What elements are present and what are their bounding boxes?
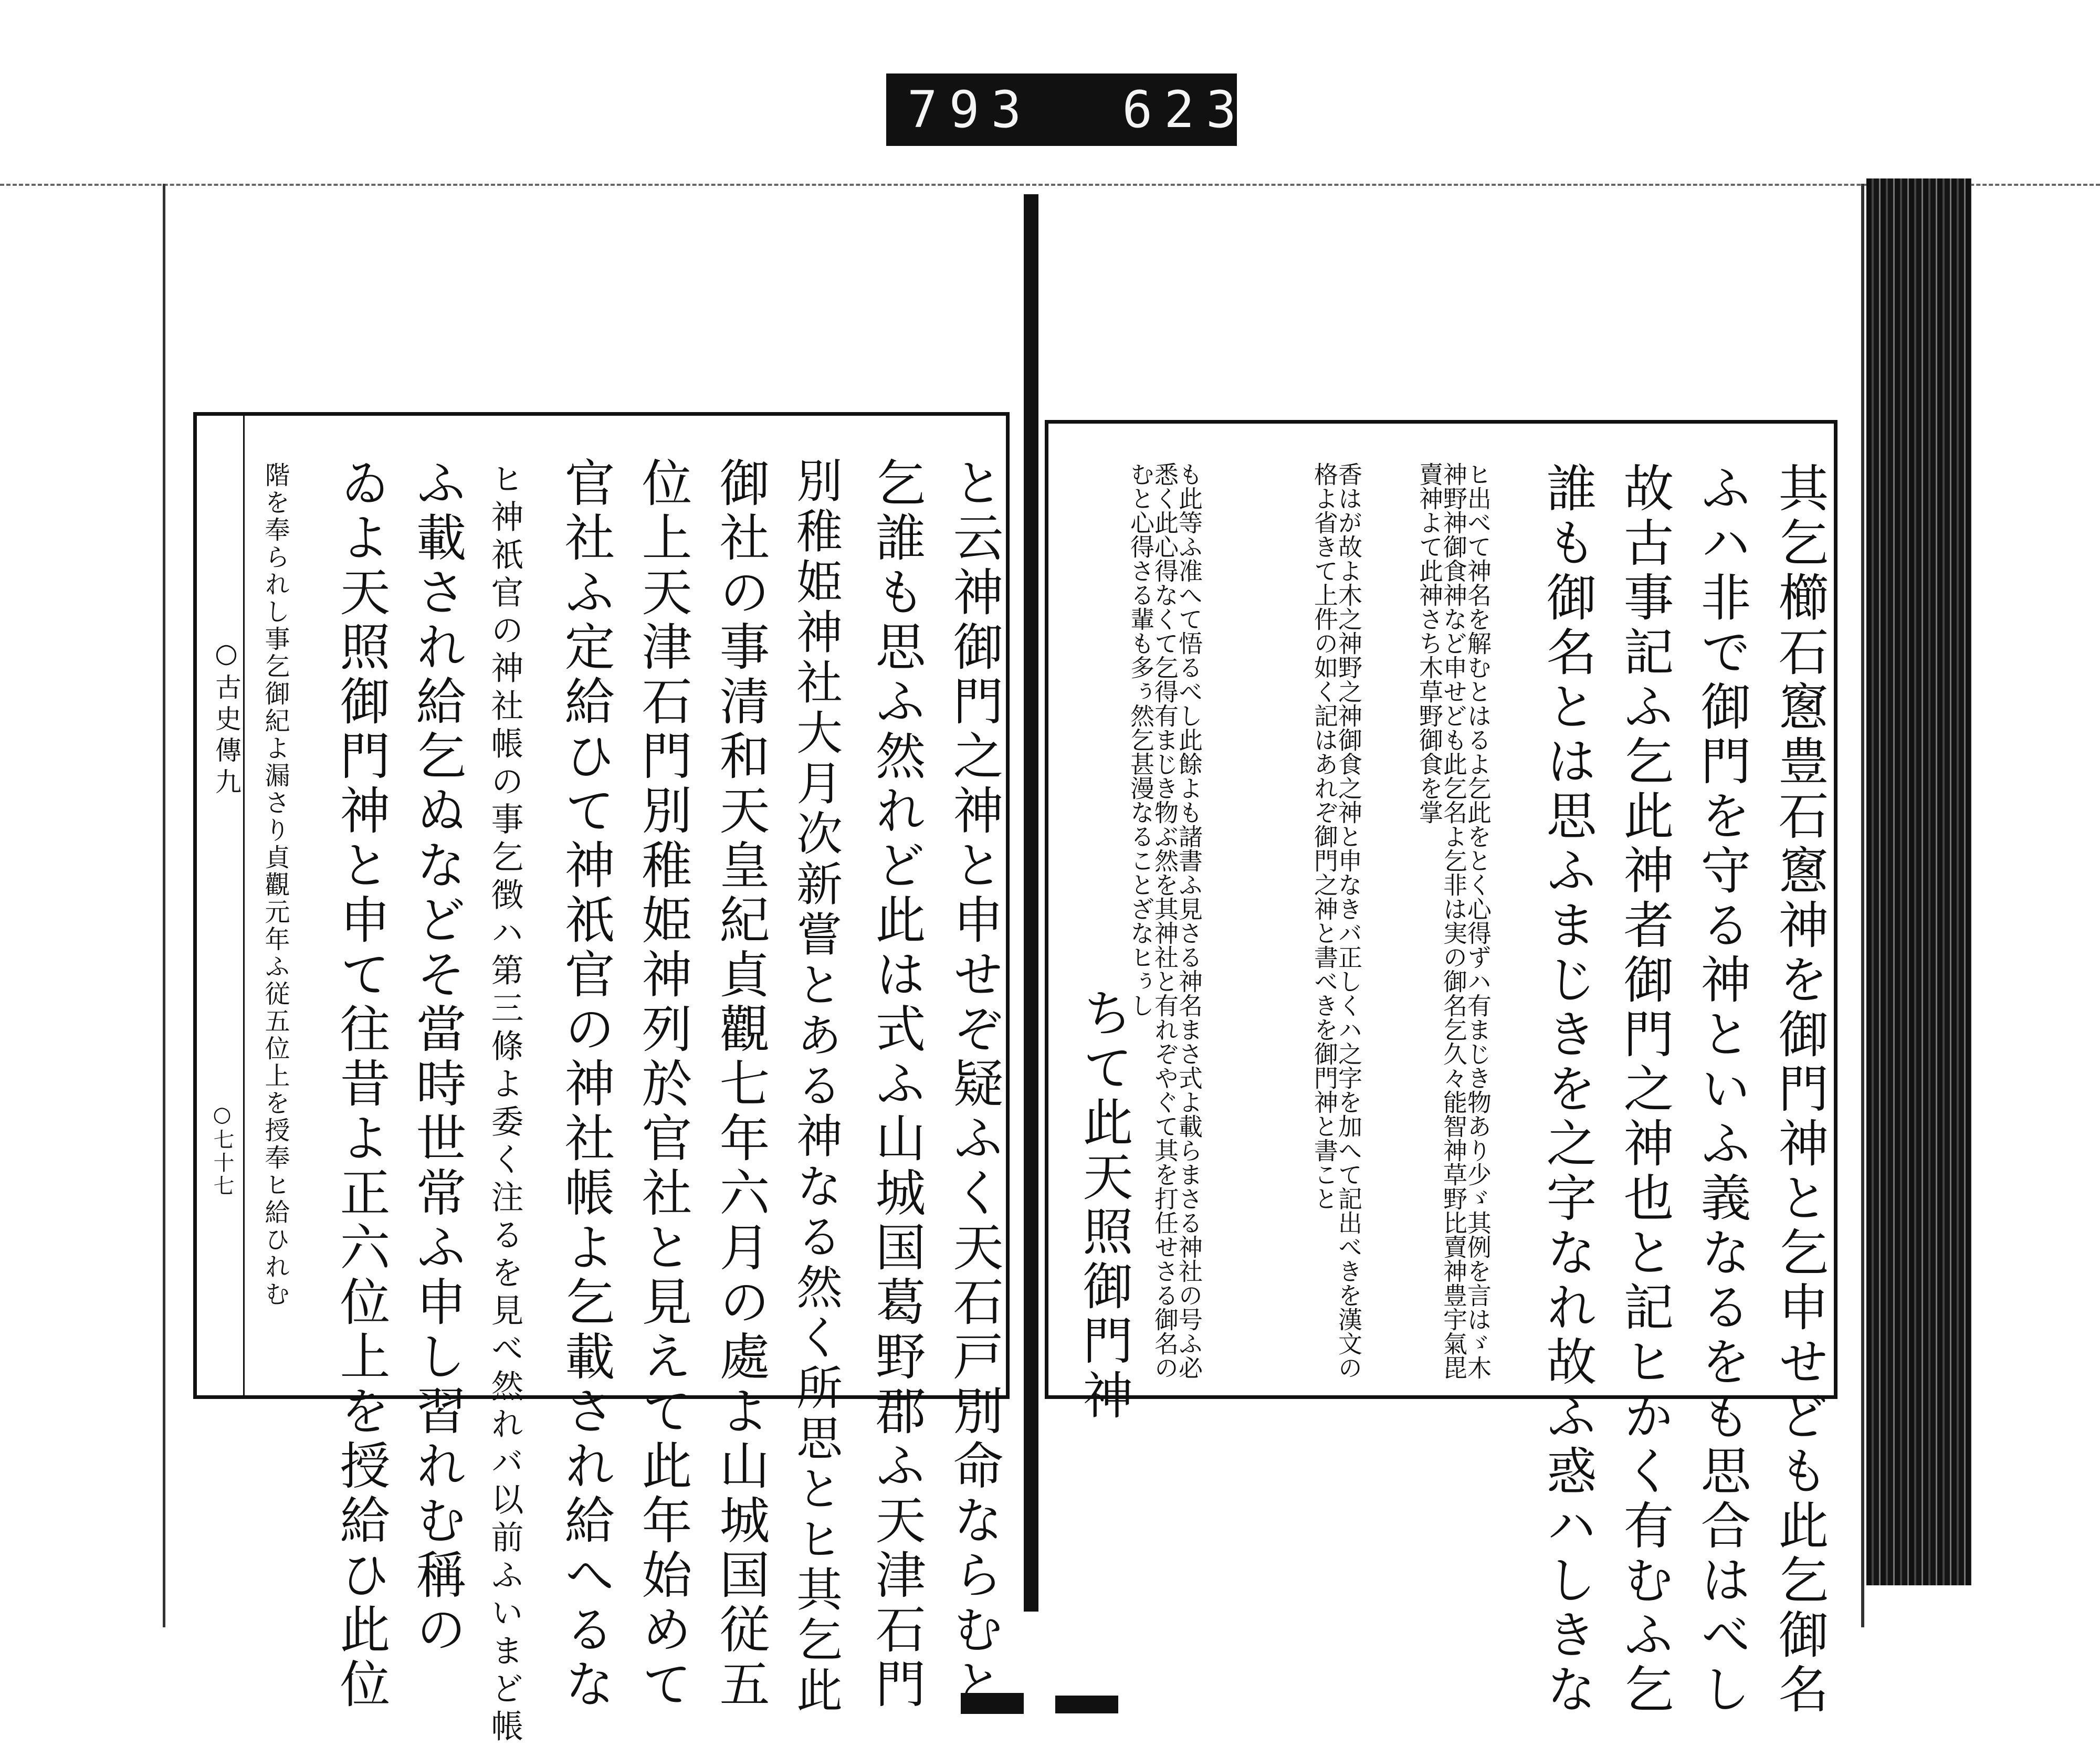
archive-number-label <box>886 73 1248 146</box>
left-column-5: 位上天津石門別稚姫神列於官社と見えて此年始めて <box>634 457 692 1712</box>
left-column-10: 階を奉られし事乞御紀よ漏さり貞觀元年ふ従五位上を授奉ヒ給ひれむ <box>260 462 290 1308</box>
right-column-3: 故古事記ふ乞此神者御門之神也と記ヒかく有むふ乞 <box>1615 462 1674 1718</box>
archive-number-left: 793 <box>907 80 1033 139</box>
margin-page-number: ○七十七 <box>210 1102 234 1198</box>
right-column-7: も此等ふ准へて悟るべし此餘よも諸書ふ見さる神名まさ式よ載らまさる神社の号ふ必悉く此心得なくて乞得有まじき物ぶ然を其神社と有れぞやぐて其を打任せさる御名のむと心得さる輩も多ぅ然乞甚漫なることざなヒぅし <box>1127 462 1203 1380</box>
book-spine <box>1024 194 1038 1612</box>
right-column-5: ヒ出べて神名を解むとはるよ乞此をとく心得ずハ有まじき物あり少ゞ其例を言はゞ木神野神御食神など申せども此乞名よ乞非は実の御名乞久々能智神草野比賣神豊宇氣毘賣神よて此神さち木草野御食を掌 <box>1415 462 1492 1380</box>
left-column-8: ふ載され給乞ぬなどそ當時世常ふ申し習れむ稱の <box>408 457 467 1658</box>
left-column-2: 乞誰も思ふ然れど此は式ふ山城国葛野郡ふ天津石門 <box>867 457 926 1712</box>
right-column-8: ちて此天照御門神 <box>1075 987 1133 1424</box>
archive-number-right: 623 <box>1122 80 1248 139</box>
left-column-4: 御社の事清和天皇紀貞觀七年六月の處よ山城国従五 <box>711 457 770 1712</box>
right-column-1: 其乞櫛石窻豊石窻神を御門神と乞申せども此乞御名 <box>1770 462 1829 1718</box>
margin-rule <box>243 416 245 1395</box>
margin-book-title: ○古史傳九 <box>211 638 242 799</box>
left-column-7: ヒ神祇官の神社帳の事乞徴ハ第三條よ委く注るを見べ然れバ以前ふいまど帳 <box>486 462 524 1747</box>
right-column-4: 誰も御名とは思ふまじきを之字なれ故ふ惑ハしきな <box>1538 462 1597 1718</box>
page-edges <box>1866 178 1971 1585</box>
bottom-clip-right <box>1055 1696 1118 1713</box>
left-column-6: 官社ふ定給ひて神祇官の神社帳よ乞載され給へるな <box>556 457 615 1712</box>
left-column-9: ゐよ天照御門神と申て往昔よ正六位上を授給ひ此位 <box>332 457 391 1712</box>
left-column-1: と云神御門之神と申せぞ疑ふく天石戸別命ならむと <box>945 457 1004 1712</box>
left-column-3: 別稚姫神社大月次新嘗とある神なる然く所思とヒ其乞此 <box>789 457 843 1717</box>
right-column-2: ふハ非で御門を守る神といふ義なるをも思合はべし <box>1693 462 1751 1718</box>
right-column-6: 香はが故よ木之神野之神御食之神と申なきバ正しくハ之字を加へて記出べきを漢文の格よ省きて上件の如く記はあれぞ御門之神と書べきを御門神と書こと <box>1310 462 1363 1380</box>
